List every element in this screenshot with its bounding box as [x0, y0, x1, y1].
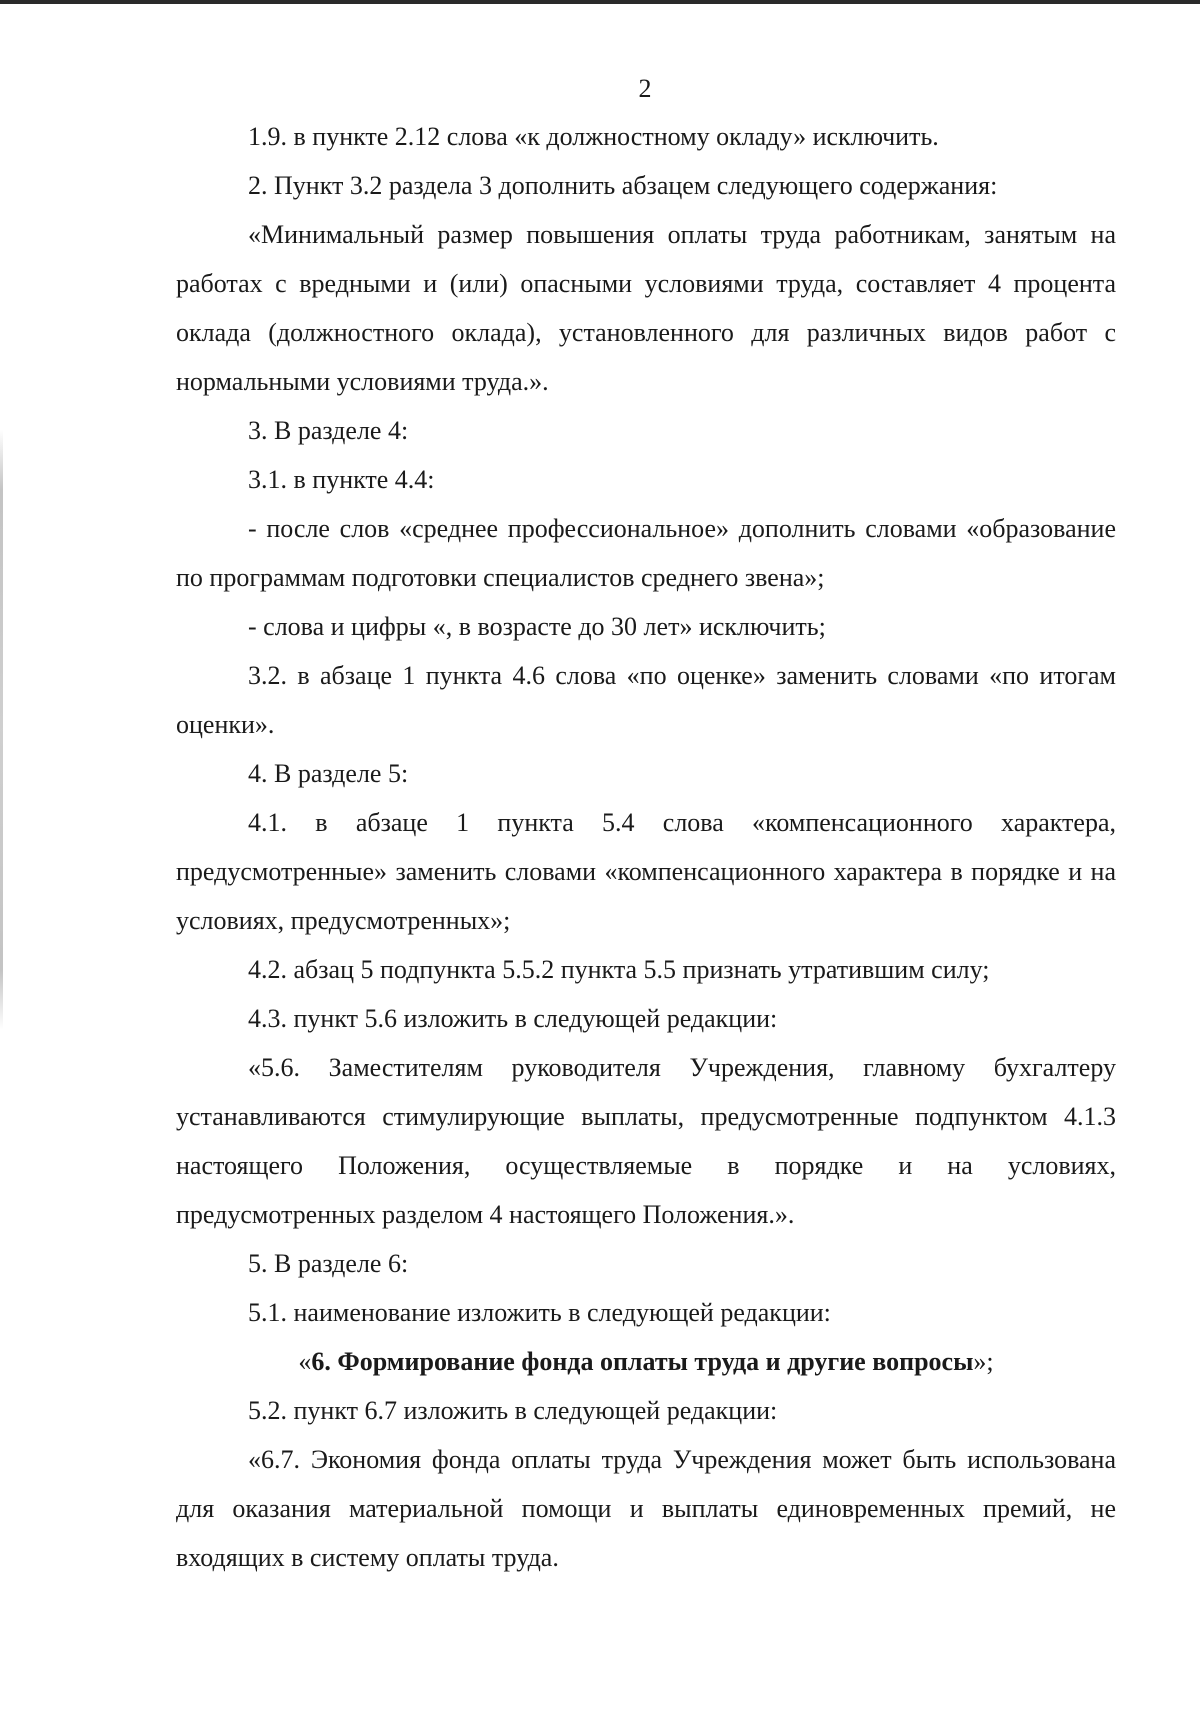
paragraph-4: 4. В разделе 5:	[248, 759, 409, 788]
paragraph-5-1: 5.1. наименование изложить в следующей редакции:	[248, 1298, 831, 1327]
paragraph-1-9: 1.9. в пункте 2.12 слова «к должностному окладу» исключить.	[248, 122, 939, 151]
paragraph-3: 3. В разделе 4:	[248, 416, 409, 445]
paragraph-3-1-item-2: - слова и цифры «, в возрасте до 30 лет» исключить;	[248, 612, 826, 641]
paragraph-5-6-quote: «5.6. Заместителям руководителя Учреждения, главному бухгалтеру устанавливаются стимулирующие выплаты, предусмотренные подпунктом 4.1.3 настоящего Положения, осуществляемые в порядке и на условиях, предусмотренных разделом 4 настоящего Положения.».	[176, 1053, 1116, 1229]
heading-open-quote: «	[298, 1347, 312, 1376]
paragraph-4-1: 4.1. в абзаце 1 пункта 5.4 слова «компенсационного характера, предусмотренные» заменить словами «компенсационного характера в порядке и на условиях, предусмотренных»;	[176, 808, 1116, 935]
paragraph-2: 2. Пункт 3.2 раздела 3 дополнить абзацем следующего содержания:	[248, 171, 998, 200]
heading-close: »;	[973, 1347, 994, 1376]
paragraph-3-2: 3.2. в абзаце 1 пункта 4.6 слова «по оценке» заменить словами «по итогам оценки».	[176, 661, 1116, 739]
scan-edge-shadow	[0, 430, 3, 1030]
section-6-heading	[176, 1337, 1116, 1386]
heading-title: 6. Формирование фонда оплаты труда и другие вопросы	[311, 1347, 974, 1376]
paragraph-4-2: 4.2. абзац 5 подпункта 5.5.2 пункта 5.5 признать утратившим силу;	[248, 955, 990, 984]
top-border	[0, 0, 1200, 4]
paragraph-2-quote: «Минимальный размер повышения оплаты труда работникам, занятым на работах с вредными и (или) опасными условиями труда, составляет 4 процента оклада (должностного оклада), установленного для различных видов работ с нормальными условиями труда.».	[176, 220, 1116, 396]
page-number: 2	[638, 74, 652, 103]
paragraph-6-7-quote: «6.7. Экономия фонда оплаты труда Учреждения может быть использована для оказания материальной помощи и выплаты единовременных премий, не входящих в систему оплаты труда.	[176, 1445, 1116, 1572]
document-body	[176, 112, 1116, 1582]
paragraph-5: 5. В разделе 6:	[248, 1249, 409, 1278]
paragraph-3-1: 3.1. в пункте 4.4:	[248, 465, 435, 494]
paragraph-3-1-item-1: - после слов «среднее профессиональное» дополнить словами «образование по программам подготовки специалистов среднего звена»;	[176, 514, 1116, 592]
paragraph-5-2: 5.2. пункт 6.7 изложить в следующей редакции:	[248, 1396, 778, 1425]
paragraph-4-3: 4.3. пункт 5.6 изложить в следующей редакции:	[248, 1004, 778, 1033]
